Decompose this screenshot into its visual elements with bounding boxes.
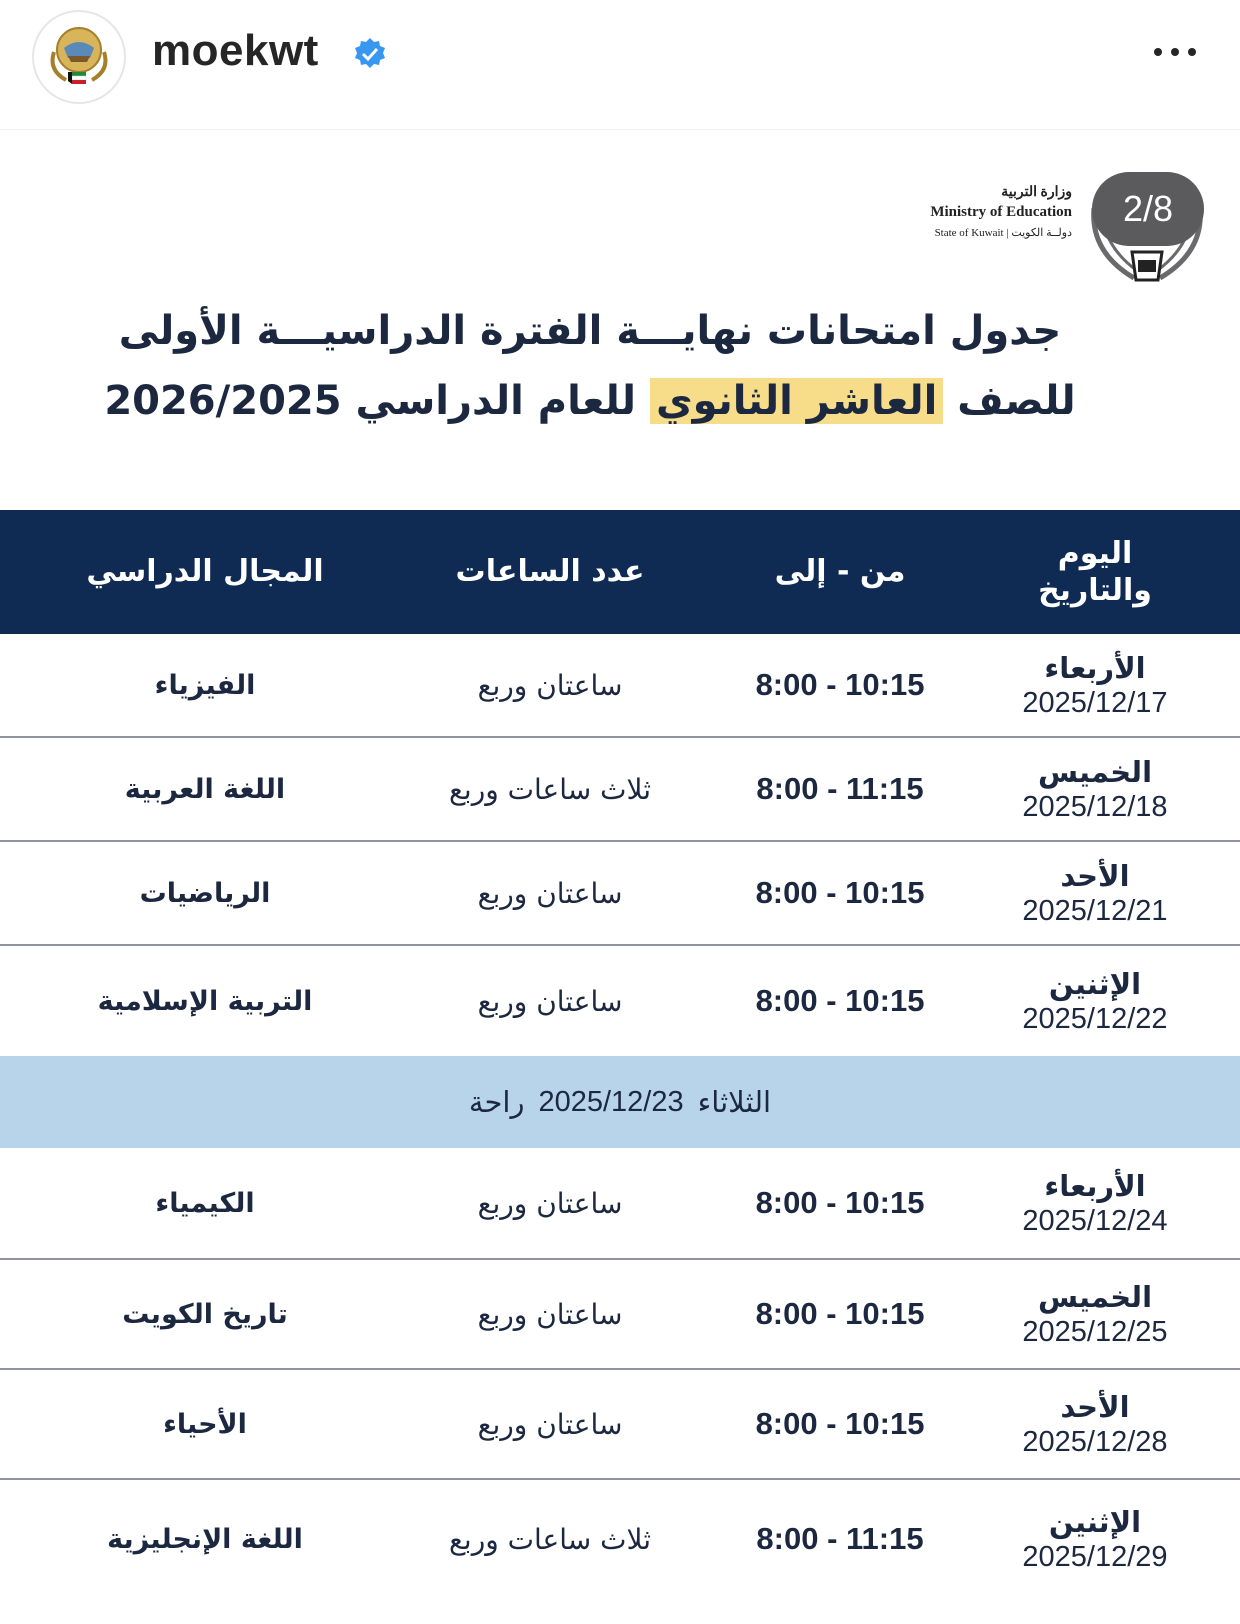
row-time: 8:00 - 10:15 bbox=[755, 875, 925, 910]
subtitle-suffix: للعام الدراسي 2026/2025 bbox=[104, 378, 637, 424]
post-header bbox=[0, 0, 1240, 130]
row-subject: تاريخ الكويت bbox=[122, 1298, 288, 1330]
rest-day-label: راحة bbox=[468, 1085, 525, 1119]
username[interactable]: moekwt bbox=[152, 26, 319, 75]
table-row bbox=[0, 1370, 1240, 1480]
subtitle-prefix: للصف bbox=[957, 378, 1076, 424]
rest-day-date: 2025/12/23 bbox=[538, 1085, 684, 1118]
row-date: 2025/12/17 bbox=[1022, 686, 1168, 719]
row-hours: ساعتان وربع bbox=[477, 876, 623, 910]
row-hours: ثلاث ساعات وربع bbox=[449, 772, 651, 806]
row-date: 2025/12/25 bbox=[1022, 1315, 1168, 1348]
table-row bbox=[0, 1260, 1240, 1370]
row-day: الأحد bbox=[1060, 858, 1130, 893]
row-subject: التربية الإسلامية bbox=[97, 985, 313, 1017]
header-day: اليوم والتاريخ bbox=[1038, 535, 1152, 608]
ministry-name-ar: وزارة التربية bbox=[1001, 185, 1072, 200]
row-time: 8:00 - 10:15 bbox=[755, 667, 925, 702]
page-subtitle bbox=[60, 378, 1120, 424]
row-date: 2025/12/21 bbox=[1022, 894, 1168, 927]
row-day: الأحد bbox=[1060, 1389, 1130, 1424]
row-hours: ساعتان وربع bbox=[477, 984, 623, 1018]
row-hours: ثلاث ساعات وربع bbox=[449, 1522, 651, 1556]
row-day: الأربعاء bbox=[1044, 650, 1146, 685]
verified-badge-icon bbox=[352, 36, 388, 72]
separator: | bbox=[1006, 227, 1012, 239]
row-date: 2025/12/22 bbox=[1022, 1002, 1168, 1035]
row-time: 8:00 - 10:15 bbox=[755, 1185, 925, 1220]
table-row bbox=[0, 1480, 1240, 1598]
row-subject: الأحياء bbox=[163, 1408, 247, 1440]
row-day: الخميس bbox=[1038, 1279, 1153, 1314]
row-time: 8:00 - 10:15 bbox=[755, 1296, 925, 1331]
table-row bbox=[0, 738, 1240, 842]
row-hours: ساعتان وربع bbox=[477, 1297, 623, 1331]
row-time: 8:00 - 10:15 bbox=[755, 983, 925, 1018]
row-time: 8:00 - 11:15 bbox=[756, 771, 924, 806]
row-subject: الرياضيات bbox=[139, 877, 271, 909]
ministry-name-en: Ministry of Education bbox=[930, 204, 1072, 220]
row-subject: الفيزياء bbox=[154, 669, 256, 701]
rest-day-row bbox=[0, 1056, 1240, 1148]
state-en: State of Kuwait bbox=[934, 227, 1004, 239]
state-ar: دولــة الكويت bbox=[1011, 227, 1072, 239]
row-day: الإثنين bbox=[1048, 966, 1142, 1001]
row-hours: ساعتان وربع bbox=[477, 1186, 623, 1220]
row-day: الإثنين bbox=[1048, 1504, 1142, 1539]
row-date: 2025/12/18 bbox=[1022, 790, 1168, 823]
more-options-icon[interactable] bbox=[1150, 34, 1200, 70]
row-date: 2025/12/24 bbox=[1022, 1204, 1168, 1237]
table-header bbox=[0, 510, 1240, 634]
header-time: من - إلى bbox=[774, 554, 906, 590]
row-subject: الكيمياء bbox=[155, 1187, 255, 1219]
table-row bbox=[0, 1148, 1240, 1260]
table-row bbox=[0, 634, 1240, 738]
grade-highlight: العاشر الثانوي bbox=[650, 378, 943, 424]
page-title: جدول امتحانات نهايـــة الفترة الدراسيـــة الأولى bbox=[118, 308, 1062, 354]
row-hours: ساعتان وربع bbox=[477, 668, 623, 702]
row-date: 2025/12/28 bbox=[1022, 1425, 1168, 1458]
state-label bbox=[860, 226, 1072, 239]
ministry-name bbox=[860, 184, 1072, 239]
table-row bbox=[0, 842, 1240, 946]
header-subject: المجال الدراسي bbox=[86, 554, 324, 590]
table-row bbox=[0, 946, 1240, 1056]
row-subject: اللغة الإنجليزية bbox=[107, 1523, 303, 1555]
kuwait-emblem-icon[interactable] bbox=[32, 10, 126, 104]
row-hours: ساعتان وربع bbox=[477, 1407, 623, 1441]
rest-day-name: الثلاثاء bbox=[697, 1085, 772, 1119]
row-date: 2025/12/29 bbox=[1022, 1540, 1168, 1573]
row-time: 8:00 - 11:15 bbox=[756, 1521, 924, 1556]
row-day: الأربعاء bbox=[1044, 1168, 1146, 1203]
row-time: 8:00 - 10:15 bbox=[755, 1406, 925, 1441]
row-subject: اللغة العربية bbox=[124, 773, 286, 805]
header-hours: عدد الساعات bbox=[455, 554, 645, 590]
row-day: الخميس bbox=[1038, 754, 1153, 789]
page-indicator: 2/8 bbox=[1092, 172, 1204, 246]
